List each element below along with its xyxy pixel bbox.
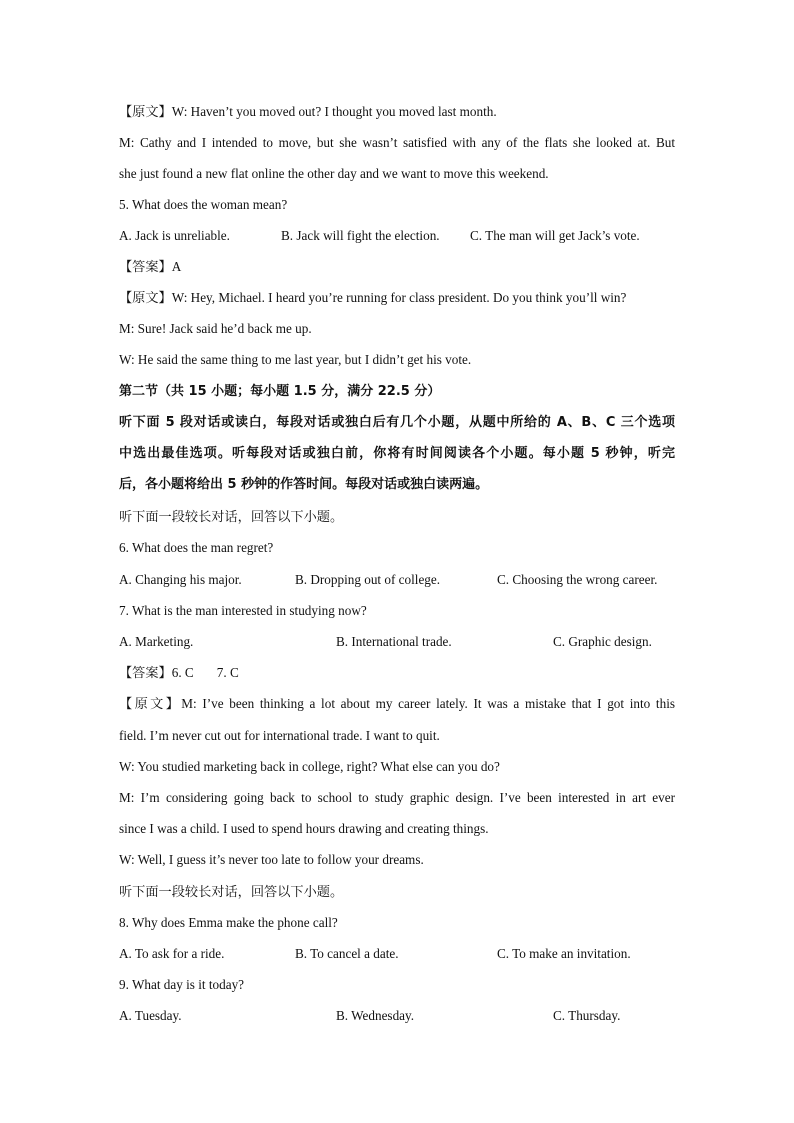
transcript-line: field. I’m never cut out for international trade. I want to quit. xyxy=(119,728,440,743)
transcript-line: she just found a new flat online the other day and we want to move this weekend. xyxy=(119,166,549,181)
option-c: C. Choosing the wrong career. xyxy=(497,572,658,587)
question-8: 8. Why does Emma make the phone call? xyxy=(119,915,338,930)
option-b: B. To cancel a date. xyxy=(295,946,399,961)
question-9: 9. What day is it today? xyxy=(119,977,245,992)
transcript-line: W: Well, I guess it’s never too late to follow your dreams. xyxy=(119,852,424,867)
option-b: B. Dropping out of college. xyxy=(295,572,441,587)
answer-line: 【答案】A xyxy=(119,259,182,274)
answer-line: 【答案】6. C 7. C xyxy=(119,665,239,680)
transcript-line: W: He said the same thing to me last year, but I didn’t get his vote. xyxy=(119,352,472,367)
option-a: A. Tuesday. xyxy=(119,1008,182,1023)
option-b: B. Jack will fight the election. xyxy=(281,228,440,243)
transcript-line: 【原文】M: I’ve been thinking a lot about my career lately. It was a mistake that I got into this xyxy=(119,696,675,711)
transcript-line: since I was a child. I used to spend hours drawing and creating things. xyxy=(119,821,489,836)
transcript-line: M: Cathy and I intended to move, but she wasn’t satisfied with any of the flats she looked at. But xyxy=(119,135,675,150)
option-c: C. Graphic design. xyxy=(553,634,652,649)
instruction-line: 后，各小题将给出 5 秒钟的作答时间。每段对话或独白读两遍。 xyxy=(119,477,489,492)
question-6: 6. What does the man regret? xyxy=(119,540,274,555)
option-a: A. To ask for a ride. xyxy=(119,946,225,961)
listen-prompt: 听下面一段较长对话，回答以下小题。 xyxy=(119,509,344,524)
option-a: A. Marketing. xyxy=(119,634,194,649)
instruction-line: 中选出最佳选项。听每段对话或独白前，你将有时间阅读各个小题。每小题 5 秒钟，听完 xyxy=(119,446,675,461)
section-heading: 第二节（共 15 小题；每小题 1.5 分，满分 22.5 分） xyxy=(119,384,441,399)
instruction-line: 听下面 5 段对话或读白，每段对话或独白后有几个小题，从题中所给的 A、B、C 三个选项 xyxy=(119,415,675,430)
option-a: A. Changing his major. xyxy=(119,572,242,587)
option-c: C. The man will get Jack’s vote. xyxy=(470,228,640,243)
transcript-line: M: I’m considering going back to school to study graphic design. I’ve been interested in art ever xyxy=(119,790,675,805)
listen-prompt: 听下面一段较长对话，回答以下小题。 xyxy=(119,884,344,899)
option-c: C. Thursday. xyxy=(553,1008,621,1023)
option-b: B. Wednesday. xyxy=(336,1008,415,1023)
option-b: B. International trade. xyxy=(336,634,452,649)
question-7: 7. What is the man interested in studying now? xyxy=(119,603,367,618)
transcript-line: W: You studied marketing back in college, right? What else can you do? xyxy=(119,759,500,774)
transcript-line: 【原文】W: Hey, Michael. I heard you’re running for class president. Do you think you’ll win? xyxy=(119,290,627,305)
option-c: C. To make an invitation. xyxy=(497,946,631,961)
option-a: A. Jack is unreliable. xyxy=(119,228,230,243)
transcript-line: 【原文】W: Haven’t you moved out? I thought you moved last month. xyxy=(119,104,497,119)
question-5: 5. What does the woman mean? xyxy=(119,197,288,212)
transcript-line: M: Sure! Jack said he’d back me up. xyxy=(119,321,312,336)
